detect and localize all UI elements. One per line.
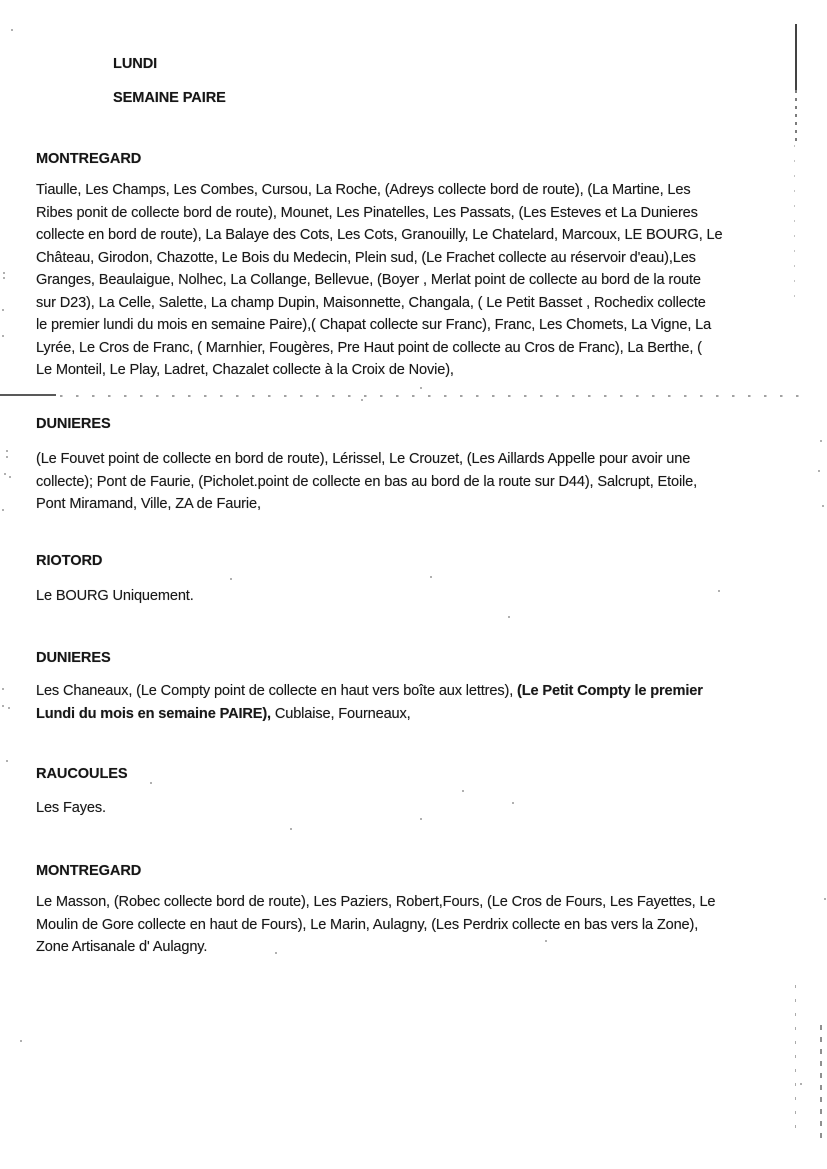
section-paragraph xyxy=(36,891,806,959)
scan-speck xyxy=(2,688,4,690)
text-segment: Les Chaneaux, (Le Compty point de collecte en haut vers boîte aux lettres), xyxy=(36,683,518,699)
text-line xyxy=(36,337,806,360)
section-paragraph xyxy=(36,585,806,608)
scan-speck xyxy=(430,576,432,578)
scan-speck xyxy=(420,387,422,389)
text-line xyxy=(36,703,806,726)
text-segment: Ribes ponit de collecte bord de route), Mounet, Les Pinatelles, Les Passats, (Les Esteves et La Dunieres xyxy=(36,204,698,221)
text-line xyxy=(36,179,806,202)
text-segment: le premier lundi du mois en semaine Paire),( Chapat collecte sur Franc), Franc, Les Chomets, La Vigne, La xyxy=(36,317,712,333)
scan-horizontal-dots xyxy=(60,395,812,397)
text-line xyxy=(36,202,806,225)
section-paragraph xyxy=(36,680,806,725)
scan-speck xyxy=(820,440,822,442)
text-line xyxy=(36,359,806,382)
text-segment: Lyrée, Le Cros de Franc, ( Marnhier, Fougères, Pre Haut point de collecte au Cros de Franc), La Berthe, ( xyxy=(36,339,702,356)
scan-speck xyxy=(822,505,824,507)
section-title: MONTREGARD xyxy=(36,863,142,879)
scan-speck xyxy=(512,802,514,804)
scan-vertical-dashes xyxy=(795,90,797,142)
text-segment: Pont Miramand, Ville, ZA de Faurie, xyxy=(36,496,261,512)
section-paragraph xyxy=(36,179,806,382)
scan-vertical-dots-bottom-right xyxy=(820,1025,822,1145)
scan-vertical-rule xyxy=(795,24,797,90)
scan-speck xyxy=(6,450,8,452)
scan-speck xyxy=(150,782,152,784)
weekday-title: LUNDI xyxy=(113,56,158,72)
scan-speck xyxy=(2,705,4,707)
section-title: RIOTORD xyxy=(36,553,103,569)
section-title: DUNIERES xyxy=(36,650,111,666)
text-segment: Zone Artisanale d' Aulagny. xyxy=(36,939,208,955)
text-segment: (Le Fouvet point de collecte en bord de route), Lérissel, Le Crouzet, (Les Aillards Appelle pour avoir une xyxy=(36,451,691,467)
text-segment: Les Fayes. xyxy=(36,800,106,816)
text-line xyxy=(36,269,806,292)
text-line xyxy=(36,680,806,703)
scan-speck xyxy=(800,1083,802,1085)
text-segment: sur D23), La Celle, Salette, La champ Dupin, Maisonnette, Changala, ( Le Petit Basset , Rochedix collecte xyxy=(36,294,706,311)
scan-speck xyxy=(462,790,464,792)
section-title: RAUCOULES xyxy=(36,766,128,782)
scan-speck xyxy=(361,399,363,401)
section-paragraph xyxy=(36,797,806,820)
text-line xyxy=(36,224,806,247)
scan-speck xyxy=(20,1040,22,1042)
text-segment: collecte en bord de route), La Balaye des Cots, Les Cots, Granouilly, Le Chatelard, Marcoux, LE BOURG, Le xyxy=(36,227,723,243)
scan-speck xyxy=(545,940,547,942)
text-line xyxy=(36,585,806,608)
text-segment: Le BOURG Uniquement. xyxy=(36,588,194,604)
scan-speck xyxy=(824,898,826,900)
scan-vertical-dots-bottom-left xyxy=(795,985,796,1135)
scan-speck xyxy=(230,578,232,580)
scan-speck xyxy=(420,818,422,820)
text-line xyxy=(36,292,806,315)
scan-speck xyxy=(9,476,11,478)
scan-horizontal-rule xyxy=(0,394,56,396)
scan-speck xyxy=(718,590,720,592)
text-line xyxy=(36,936,806,959)
week-parity-title: SEMAINE PAIRE xyxy=(113,90,226,106)
scan-speck xyxy=(275,952,277,954)
text-segment: Château, Girodon, Chazotte, Le Bois du Medecin, Plein sud, (Le Frachet collecte au réservoir d'eau),Les xyxy=(36,249,696,266)
scan-speck xyxy=(3,277,5,279)
text-segment: Moulin de Gore collecte en haut de Fours), Le Marin, Aulagny, (Les Perdrix collecte en bas vers la Zone), xyxy=(36,916,699,933)
text-line xyxy=(36,914,806,937)
text-segment: Tiaulle, Les Champs, Les Combes, Cursou, La Roche, (Adreys collecte bord de route), (La Martine, Les xyxy=(36,182,691,198)
scan-speck xyxy=(11,29,13,31)
text-segment: Le Monteil, Le Play, Ladret, Chazalet collecte à la Croix de Novie), xyxy=(36,362,454,378)
text-line xyxy=(36,247,806,270)
text-line xyxy=(36,471,806,494)
scan-speck xyxy=(508,616,510,618)
section-title: MONTREGARD xyxy=(36,151,142,167)
scan-speck xyxy=(290,828,292,830)
text-segment: Cublaise, Fourneaux, xyxy=(270,705,411,722)
text-segment: (Le Petit Compty le premier xyxy=(517,683,703,699)
section-title: DUNIERES xyxy=(36,416,111,432)
scan-speck xyxy=(818,470,820,472)
scan-speck xyxy=(2,309,4,311)
scan-speck xyxy=(3,272,5,274)
scan-speck xyxy=(6,456,8,458)
text-line xyxy=(36,797,806,820)
text-segment: Granges, Beaulaigue, Nolhec, La Collange, Bellevue, (Boyer , Merlat point de collecte au bord de la route xyxy=(36,272,701,288)
text-segment: Le Masson, (Robec collecte bord de route), Les Paziers, Robert,Fours, (Le Cros de Fours, Les Fayettes, Le xyxy=(36,894,716,910)
scan-speck xyxy=(6,760,8,762)
scan-speck xyxy=(2,509,4,511)
text-line xyxy=(36,314,806,337)
section-paragraph xyxy=(36,448,806,516)
text-line xyxy=(36,891,806,914)
scan-speck xyxy=(8,707,10,709)
scan-speck xyxy=(2,335,4,337)
text-segment: collecte); Pont de Faurie, (Picholet.point de collecte en bas au bord de la route sur D44), Salcrupt, Etoile, xyxy=(36,473,698,490)
text-line xyxy=(36,448,806,471)
text-segment: Lundi du mois en semaine PAIRE), xyxy=(36,705,271,722)
text-line xyxy=(36,493,806,516)
scan-speck xyxy=(4,473,6,475)
